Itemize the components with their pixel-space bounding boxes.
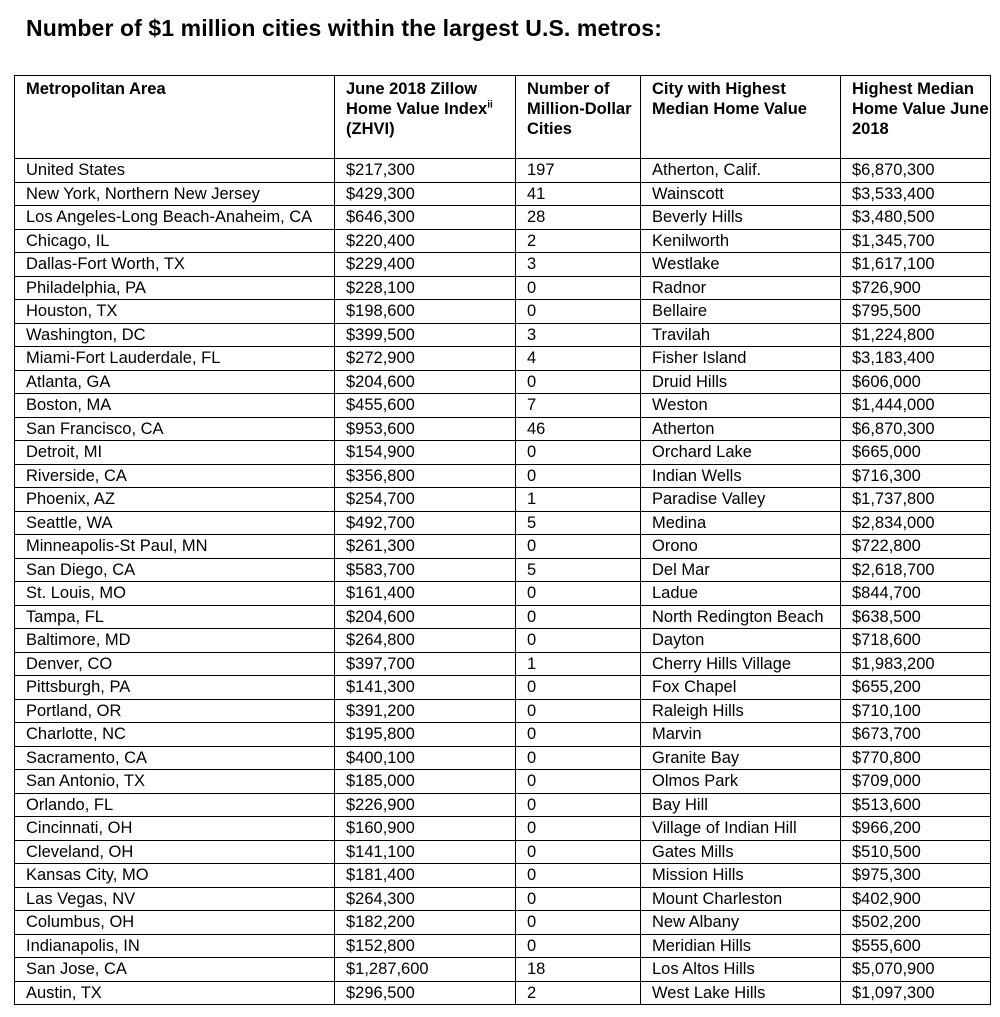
cell-count: 0	[516, 723, 641, 747]
table-row	[15, 229, 991, 253]
cell-zhvi: $356,800	[335, 464, 516, 488]
cell-zhvi: $391,200	[335, 699, 516, 723]
cell-zhvi: $953,600	[335, 417, 516, 441]
cell-metro: Houston, TX	[15, 300, 335, 324]
cell-value: $6,870,300	[841, 417, 991, 441]
header-metro	[15, 76, 335, 159]
cell-value: $718,600	[841, 629, 991, 653]
cell-zhvi: $254,700	[335, 488, 516, 512]
header-count-label: Number of Million-Dollar Cities	[527, 80, 632, 138]
table-row	[15, 723, 991, 747]
cell-metro: Las Vegas, NV	[15, 887, 335, 911]
cell-value: $510,500	[841, 840, 991, 864]
cell-count: 0	[516, 676, 641, 700]
cell-city: Del Mar	[641, 558, 841, 582]
cell-metro: St. Louis, MO	[15, 582, 335, 606]
table-row	[15, 793, 991, 817]
cell-zhvi: $492,700	[335, 511, 516, 535]
cell-metro: Minneapolis-St Paul, MN	[15, 535, 335, 559]
cell-metro: San Francisco, CA	[15, 417, 335, 441]
cell-value: $513,600	[841, 793, 991, 817]
cell-value: $638,500	[841, 605, 991, 629]
cell-value: $1,737,800	[841, 488, 991, 512]
cell-metro: Atlanta, GA	[15, 370, 335, 394]
cell-count: 0	[516, 770, 641, 794]
cell-zhvi: $154,900	[335, 441, 516, 465]
cell-zhvi: $181,400	[335, 864, 516, 888]
cell-count: 1	[516, 652, 641, 676]
cell-metro: Chicago, IL	[15, 229, 335, 253]
cell-metro: Los Angeles-Long Beach-Anaheim, CA	[15, 206, 335, 230]
cell-value: $3,533,400	[841, 182, 991, 206]
cell-value: $722,800	[841, 535, 991, 559]
table-row	[15, 417, 991, 441]
cell-metro: Seattle, WA	[15, 511, 335, 535]
cell-city: Indian Wells	[641, 464, 841, 488]
cell-value: $844,700	[841, 582, 991, 606]
cell-city: Granite Bay	[641, 746, 841, 770]
cell-value: $966,200	[841, 817, 991, 841]
cell-city: Travilah	[641, 323, 841, 347]
cell-count: 0	[516, 582, 641, 606]
cell-city: North Redington Beach	[641, 605, 841, 629]
cell-count: 2	[516, 229, 641, 253]
cell-metro: Charlotte, NC	[15, 723, 335, 747]
cell-count: 0	[516, 605, 641, 629]
cell-city: Weston	[641, 394, 841, 418]
cell-metro: Kansas City, MO	[15, 864, 335, 888]
cell-zhvi: $399,500	[335, 323, 516, 347]
cell-metro: Orlando, FL	[15, 793, 335, 817]
cell-count: 3	[516, 253, 641, 277]
cell-city: West Lake Hills	[641, 981, 841, 1005]
cell-city: Raleigh Hills	[641, 699, 841, 723]
cell-zhvi: $397,700	[335, 652, 516, 676]
cell-zhvi: $261,300	[335, 535, 516, 559]
cell-zhvi: $264,300	[335, 887, 516, 911]
cell-metro: Baltimore, MD	[15, 629, 335, 653]
cell-zhvi: $220,400	[335, 229, 516, 253]
cell-city: Mount Charleston	[641, 887, 841, 911]
header-zhvi-suffix: (ZHVI)	[346, 120, 395, 138]
cell-city: Atherton	[641, 417, 841, 441]
cell-count: 0	[516, 699, 641, 723]
table-row	[15, 394, 991, 418]
cell-metro: Tampa, FL	[15, 605, 335, 629]
cell-zhvi: $141,100	[335, 840, 516, 864]
table-row	[15, 864, 991, 888]
cell-metro: Sacramento, CA	[15, 746, 335, 770]
cell-count: 5	[516, 511, 641, 535]
table-row	[15, 582, 991, 606]
cell-metro: San Jose, CA	[15, 958, 335, 982]
table-row	[15, 981, 991, 1005]
cell-count: 28	[516, 206, 641, 230]
cell-metro: Dallas-Fort Worth, TX	[15, 253, 335, 277]
cell-count: 0	[516, 911, 641, 935]
cell-value: $710,100	[841, 699, 991, 723]
cell-metro: Pittsburgh, PA	[15, 676, 335, 700]
cell-zhvi: $217,300	[335, 159, 516, 183]
table-row	[15, 770, 991, 794]
cell-city: Kenilworth	[641, 229, 841, 253]
table-row	[15, 934, 991, 958]
table-row	[15, 676, 991, 700]
table-row	[15, 159, 991, 183]
cell-city: Olmos Park	[641, 770, 841, 794]
cell-value: $1,617,100	[841, 253, 991, 277]
cell-value: $555,600	[841, 934, 991, 958]
cell-metro: Portland, OR	[15, 699, 335, 723]
cell-count: 7	[516, 394, 641, 418]
cell-value: $1,224,800	[841, 323, 991, 347]
cell-zhvi: $182,200	[335, 911, 516, 935]
table-row	[15, 605, 991, 629]
cell-count: 1	[516, 488, 641, 512]
header-value-label: Highest Median Home Value June 2018	[852, 80, 989, 138]
cell-value: $2,834,000	[841, 511, 991, 535]
cell-city: Cherry Hills Village	[641, 652, 841, 676]
table-row	[15, 887, 991, 911]
cell-count: 0	[516, 441, 641, 465]
table-row	[15, 746, 991, 770]
table-row	[15, 817, 991, 841]
cell-metro: Cincinnati, OH	[15, 817, 335, 841]
cell-count: 4	[516, 347, 641, 371]
table-row	[15, 840, 991, 864]
header-row	[15, 76, 991, 159]
header-zhvi-superscript: ii	[487, 99, 493, 111]
header-city-label: City with Highest Median Home Value	[652, 80, 807, 118]
cell-metro: New York, Northern New Jersey	[15, 182, 335, 206]
cell-metro: Austin, TX	[15, 981, 335, 1005]
cell-value: $665,000	[841, 441, 991, 465]
cell-zhvi: $160,900	[335, 817, 516, 841]
cell-count: 0	[516, 370, 641, 394]
cell-value: $673,700	[841, 723, 991, 747]
table-row	[15, 300, 991, 324]
table-row	[15, 652, 991, 676]
cell-city: Bay Hill	[641, 793, 841, 817]
cell-city: Westlake	[641, 253, 841, 277]
cell-value: $502,200	[841, 911, 991, 935]
cell-value: $5,070,900	[841, 958, 991, 982]
table-row	[15, 958, 991, 982]
table-row	[15, 488, 991, 512]
cell-city: Village of Indian Hill	[641, 817, 841, 841]
cell-zhvi: $583,700	[335, 558, 516, 582]
header-zhvi-label: June 2018 Zillow Home Value Index	[346, 80, 488, 118]
cell-zhvi: $646,300	[335, 206, 516, 230]
cell-zhvi: $229,400	[335, 253, 516, 277]
cell-city: Los Altos Hills	[641, 958, 841, 982]
cell-zhvi: $185,000	[335, 770, 516, 794]
cell-zhvi: $141,300	[335, 676, 516, 700]
cell-city: Medina	[641, 511, 841, 535]
cell-count: 0	[516, 535, 641, 559]
cell-city: Gates Mills	[641, 840, 841, 864]
cell-value: $2,618,700	[841, 558, 991, 582]
cell-value: $770,800	[841, 746, 991, 770]
cell-city: Orchard Lake	[641, 441, 841, 465]
cell-value: $6,870,300	[841, 159, 991, 183]
table-row	[15, 911, 991, 935]
cell-count: 0	[516, 840, 641, 864]
cell-count: 0	[516, 746, 641, 770]
cell-value: $1,983,200	[841, 652, 991, 676]
cell-count: 197	[516, 159, 641, 183]
table-row	[15, 464, 991, 488]
table-row	[15, 699, 991, 723]
cell-value: $726,900	[841, 276, 991, 300]
cell-count: 0	[516, 934, 641, 958]
cell-metro: Phoenix, AZ	[15, 488, 335, 512]
cell-metro: Boston, MA	[15, 394, 335, 418]
cell-metro: Indianapolis, IN	[15, 934, 335, 958]
cell-count: 0	[516, 276, 641, 300]
cell-metro: Columbus, OH	[15, 911, 335, 935]
cell-metro: San Diego, CA	[15, 558, 335, 582]
cell-city: Marvin	[641, 723, 841, 747]
cell-count: 46	[516, 417, 641, 441]
cell-value: $3,183,400	[841, 347, 991, 371]
cell-count: 3	[516, 323, 641, 347]
cell-city: Meridian Hills	[641, 934, 841, 958]
header-count	[516, 76, 641, 159]
table-row	[15, 535, 991, 559]
cell-metro: Miami-Fort Lauderdale, FL	[15, 347, 335, 371]
cell-city: Radnor	[641, 276, 841, 300]
table-row	[15, 370, 991, 394]
cell-city: New Albany	[641, 911, 841, 935]
header-zhvi	[335, 76, 516, 159]
cell-city: Druid Hills	[641, 370, 841, 394]
table-row	[15, 276, 991, 300]
table-row	[15, 347, 991, 371]
cell-zhvi: $195,800	[335, 723, 516, 747]
cell-city: Mission Hills	[641, 864, 841, 888]
cell-count: 5	[516, 558, 641, 582]
cell-count: 0	[516, 300, 641, 324]
header-city	[641, 76, 841, 159]
table-row	[15, 629, 991, 653]
table-row	[15, 323, 991, 347]
cell-zhvi: $204,600	[335, 605, 516, 629]
cell-zhvi: $161,400	[335, 582, 516, 606]
cell-metro: United States	[15, 159, 335, 183]
table-row	[15, 182, 991, 206]
cell-count: 0	[516, 793, 641, 817]
cell-zhvi: $400,100	[335, 746, 516, 770]
cell-value: $709,000	[841, 770, 991, 794]
cell-count: 0	[516, 864, 641, 888]
cell-count: 2	[516, 981, 641, 1005]
cell-value: $3,480,500	[841, 206, 991, 230]
cell-count: 0	[516, 629, 641, 653]
table-row	[15, 441, 991, 465]
table-row	[15, 206, 991, 230]
cell-city: Beverly Hills	[641, 206, 841, 230]
cell-zhvi: $1,287,600	[335, 958, 516, 982]
cell-metro: Denver, CO	[15, 652, 335, 676]
cell-zhvi: $204,600	[335, 370, 516, 394]
cell-metro: Philadelphia, PA	[15, 276, 335, 300]
cell-city: Dayton	[641, 629, 841, 653]
cell-city: Wainscott	[641, 182, 841, 206]
cell-zhvi: $228,100	[335, 276, 516, 300]
table-body	[15, 159, 991, 1005]
cell-zhvi: $198,600	[335, 300, 516, 324]
cell-metro: Cleveland, OH	[15, 840, 335, 864]
table-row	[15, 253, 991, 277]
cell-value: $1,097,300	[841, 981, 991, 1005]
cell-zhvi: $429,300	[335, 182, 516, 206]
cell-city: Bellaire	[641, 300, 841, 324]
cell-metro: Detroit, MI	[15, 441, 335, 465]
cell-metro: Riverside, CA	[15, 464, 335, 488]
cell-value: $1,444,000	[841, 394, 991, 418]
metro-table	[14, 75, 991, 1005]
cell-zhvi: $226,900	[335, 793, 516, 817]
cell-city: Paradise Valley	[641, 488, 841, 512]
cell-city: Orono	[641, 535, 841, 559]
table-row	[15, 558, 991, 582]
cell-zhvi: $272,900	[335, 347, 516, 371]
cell-value: $975,300	[841, 864, 991, 888]
cell-city: Atherton, Calif.	[641, 159, 841, 183]
cell-value: $606,000	[841, 370, 991, 394]
header-metro-label: Metropolitan Area	[26, 80, 166, 98]
cell-metro: San Antonio, TX	[15, 770, 335, 794]
cell-city: Fisher Island	[641, 347, 841, 371]
table-row	[15, 511, 991, 535]
page-title: Number of $1 million cities within the largest U.S. metros:	[26, 15, 662, 41]
cell-city: Fox Chapel	[641, 676, 841, 700]
cell-zhvi: $296,500	[335, 981, 516, 1005]
cell-city: Ladue	[641, 582, 841, 606]
header-value	[841, 76, 991, 159]
cell-count: 41	[516, 182, 641, 206]
cell-value: $795,500	[841, 300, 991, 324]
cell-count: 0	[516, 817, 641, 841]
cell-count: 0	[516, 887, 641, 911]
cell-zhvi: $455,600	[335, 394, 516, 418]
cell-value: $402,900	[841, 887, 991, 911]
cell-zhvi: $152,800	[335, 934, 516, 958]
cell-zhvi: $264,800	[335, 629, 516, 653]
cell-value: $655,200	[841, 676, 991, 700]
cell-count: 0	[516, 464, 641, 488]
cell-count: 18	[516, 958, 641, 982]
cell-value: $716,300	[841, 464, 991, 488]
cell-metro: Washington, DC	[15, 323, 335, 347]
cell-value: $1,345,700	[841, 229, 991, 253]
